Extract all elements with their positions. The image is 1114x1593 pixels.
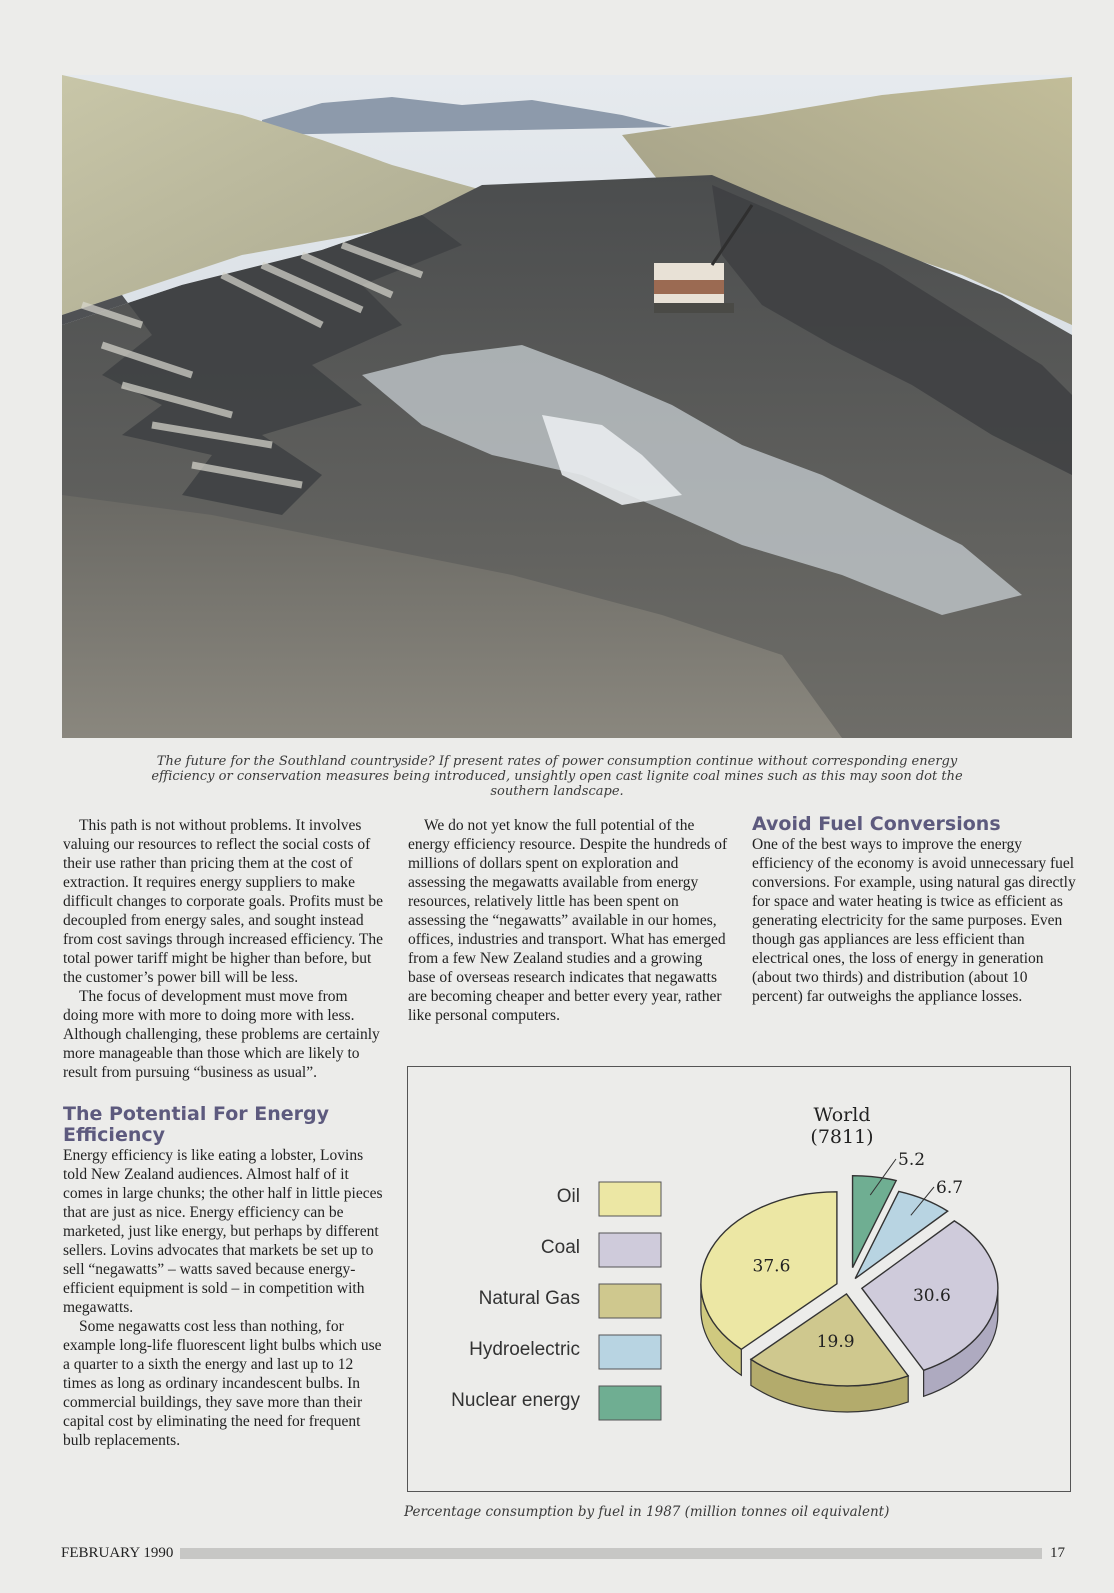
column-2 [408, 816, 728, 1025]
legend-swatch-3 [599, 1335, 661, 1369]
fuel-consumption-chart [407, 1066, 1071, 1492]
column-1-paragraph-1: This path is not without problems. It involves valuing our resources to reflect the social costs of their use rather than pricing them at the cost of extraction. It requires energy suppliers to make difficult changes to corporate goals. Profits must be decoupled from energy sales, and sought instead from cost savings through increased efficiency. The total power tariff might be higher than before, but the customer’s power bill will be less. [63, 817, 383, 986]
data-label-0: 37.6 [752, 1256, 791, 1277]
legend-label-0: Oil [556, 1186, 580, 1207]
footer-date: FEBRUARY 1990 [61, 1545, 174, 1561]
column-1-paragraph-2: The focus of development must move from doing more with more to doing more with less. Although challenging, these problems are certainly more manageable than those which are likely to result from pursuing “business as usual”. [63, 988, 380, 1081]
legend-label-1: Coal [540, 1237, 580, 1258]
legend-label-4: Nuclear energy [451, 1390, 580, 1411]
section-heading-avoid-fuel-conversions: Avoid Fuel Conversions [752, 813, 1001, 835]
column-1-paragraph-4: Some negawatts cost less than nothing, for example long-life fluorescent light bulbs which use a quarter to a sixth the energy and last up to 12 times as long as ordinary incandescent bulbs. In commercial buildings, they save more than their capital cost by eliminating the need for frequent bulb replacements. [63, 1318, 382, 1449]
data-label-3: 6.7 [936, 1178, 964, 1198]
column-2-paragraph-1: We do not yet know the full potential of the energy efficiency resource. Despite the hundreds of millions of dollars spent on exploration and assessing the megawatts available from energy resources, relatively little has been spent on assessing the “negawatts” available in our homes, offices, industries and transport. What has emerged from a few New Zealand studies and a growing base of overseas research indicates that negawatts are becoming cheaper and better every year, rather like personal computers. [408, 817, 728, 1024]
legend-swatch-1 [599, 1233, 661, 1267]
column-1 [63, 816, 383, 1450]
chart-subtitle: (7811) [810, 1126, 874, 1148]
section-heading-energy-efficiency: The Potential For Energy Efficiency [63, 1103, 329, 1146]
data-label-2: 19.9 [816, 1332, 855, 1353]
chart-caption: Percentage consumption by fuel in 1987 (million tonnes oil equivalent) [404, 1504, 890, 1520]
column-3 [752, 814, 1077, 1006]
legend-swatch-0 [599, 1182, 661, 1216]
data-label-1: 30.6 [912, 1285, 951, 1306]
open-cast-mine-photo [62, 75, 1072, 738]
legend-label-3: Hydroelectric [469, 1339, 580, 1360]
column-1-paragraph-3: Energy efficiency is like eating a lobster, Lovins told New Zealand audiences. Almost half of it comes in large chunks; the other half in little pieces that are just as nice. Energy efficiency can be marketed, just like energy, but perhaps by different sellers. Lovins advocates that markets be set up to sell “negawatts” – watts saved because energy-efficient equipment is sold – in competition with megawatts. [63, 1147, 383, 1316]
column-3-paragraph-1: One of the best ways to improve the energy efficiency of the economy is avoid unnecessary fuel conversions. For example, using natural gas directly for space and water heating is twice as efficient as generating electricity for the same purposes. Even though gas appliances are less efficient than electrical ones, the loss of energy in generation (about two thirds) and distribution (about 10 percent) far outweighs the appliance losses. [752, 836, 1076, 1005]
open-cast-lignite-mine-photo-icon [62, 75, 1072, 738]
legend-swatch-4 [599, 1386, 661, 1420]
footer-rule [180, 1548, 1042, 1559]
legend-label-2: Natural Gas [478, 1288, 580, 1309]
legend-swatch-2 [599, 1284, 661, 1318]
chart-title: World [813, 1104, 871, 1126]
data-label-4: 5.2 [898, 1150, 926, 1170]
page-number: 17 [1050, 1545, 1065, 1561]
photo-caption: The future for the Southland countryside? If present rates of power consumption continue without corresponding energy efficiency or conservation measures being introduced, unsightly open cast lignite coal mines such as this may soon dot the southern landscape. [151, 754, 963, 799]
pie-chart-svg [408, 1067, 1070, 1491]
